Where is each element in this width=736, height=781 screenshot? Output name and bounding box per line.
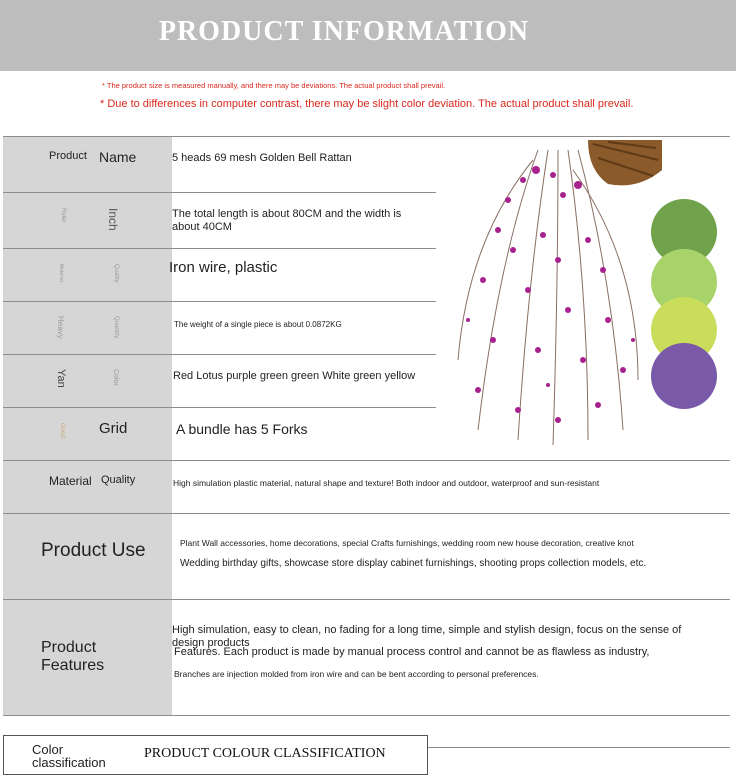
size-label-a: Ruler [60,208,66,223]
product-use-label: Product Use [41,540,146,561]
label-cell-grid [3,408,172,460]
grid-label-b: Grid [99,420,128,437]
material-quality-label-a: Material [49,474,92,488]
color-label-a: Yan [55,369,67,388]
material-quality-label-b: Quality [101,474,136,486]
product-use-value-line-1: Plant Wall accessories, home decorations, special Crafts furnishings, wedding room new house decoration, creative knot [180,538,634,548]
name-label-a: Product [49,150,87,162]
material-quality-value: High simulation plastic material, natural shape and texture! Both indoor and outdoor, waterproof and sun-resistant [173,478,600,488]
product-features-value-line-3: Features. Each product is made by manual process control and cannot be as flawless as industry, [174,646,650,658]
row-divider [3,407,436,408]
label-cell-weight [3,302,172,354]
row-divider [3,715,730,716]
hanging-rattan-illustration [438,140,736,445]
page-title: PRODUCT INFORMATION [158,16,530,47]
product-use-value-line-2: Wedding birthday gifts, showcase store display cabinet furnishings, shooting props collection models, etc. [180,558,647,569]
row-divider [3,513,730,514]
row-divider [3,248,436,249]
product-photo [438,140,736,445]
color-swatches [651,199,717,409]
label-cell-size [3,193,172,248]
color-value: Red Lotus purple green green White green yellow [173,370,416,382]
color-label-b: Color [112,369,119,386]
name-value: 5 heads 69 mesh Golden Bell Rattan [172,152,352,164]
material-value: Iron wire, plastic [169,259,278,276]
row-divider [3,354,436,355]
vine-stems [458,150,638,445]
row-divider [3,460,730,461]
weight-value: The weight of a single piece is about 0.0872KG [174,320,342,329]
color-classification-title: PRODUCT COLOUR CLASSIFICATION [144,746,386,761]
size-label-b: Inch [106,208,120,231]
color-classification-label-2: classification [32,755,106,770]
label-cell-color [3,355,172,407]
flower-clusters [466,166,635,423]
measurement-note: * The product size is measured manually, and there may be deviations. The actual product shall prevail. [102,81,446,90]
material-label-a: Material [58,264,64,282]
label-cell-name [3,137,172,192]
weight-label-a: Heavy [56,316,65,339]
product-features-value-line-2: design products [172,637,250,649]
grid-label-a: Good [59,423,65,438]
product-features-label-1: Product [41,639,97,656]
product-features-label-2: Features [41,657,105,674]
row-divider [3,192,436,193]
row-divider [3,599,730,600]
weight-label-b: Quantity [113,316,119,339]
label-cell-material [3,249,172,301]
material-label-b: Quality [113,264,119,283]
row-divider [3,301,436,302]
product-features-value-line-4: Branches are injection molded from iron wire and can be bent according to personal preferences. [174,669,539,679]
header-banner [0,0,736,71]
name-label-b: Name [99,149,137,165]
color-classification-label-1: Color [32,742,64,757]
product-features-value-line-1: High simulation, easy to clean, no fading for a long time, simple and stylish design, focus on the sense of [172,624,682,636]
color-row-rule [426,747,730,748]
color-deviation-note: * Due to differences in computer contrast, there may be slight color deviation. The actual product shall prevail. [100,98,634,110]
size-value-line-2: about 40CM [172,221,232,233]
table-top-rule [3,136,730,137]
grid-value: A bundle has 5 Forks [176,421,308,437]
size-value-line-1: The total length is about 80CM and the width is [172,208,402,220]
color-classification-box [3,735,428,775]
